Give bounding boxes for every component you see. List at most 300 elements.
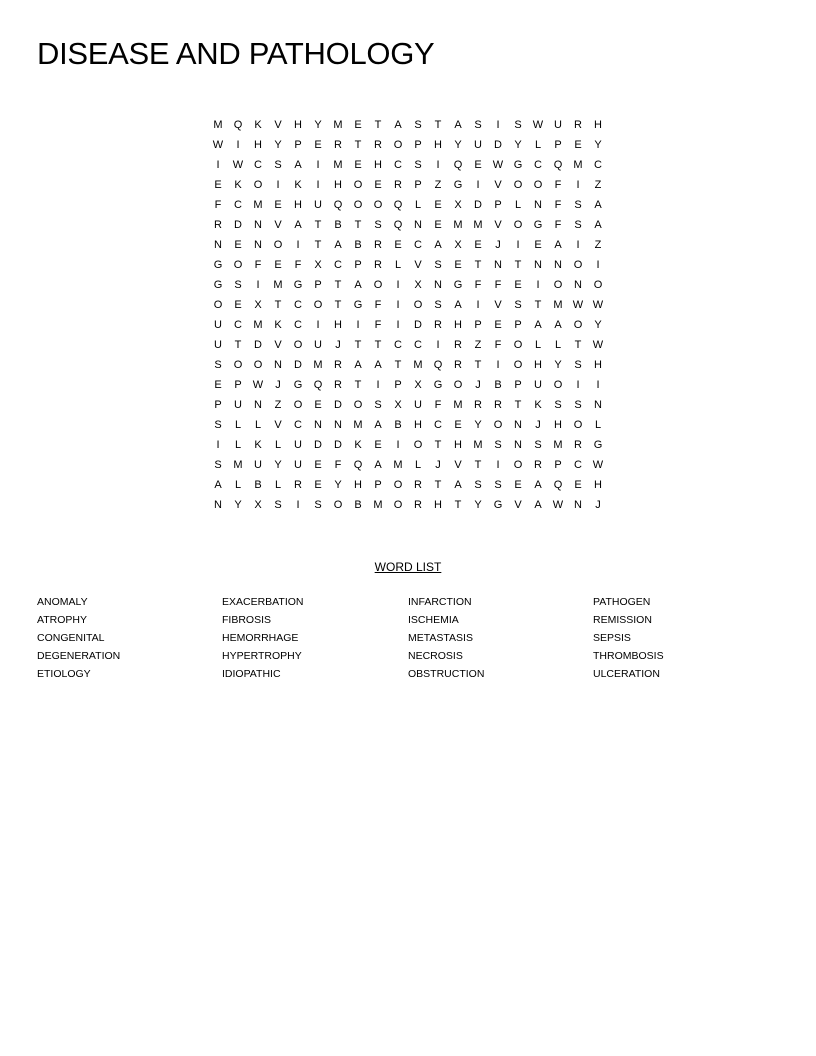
grid-letter: C <box>394 339 402 351</box>
grid-letter: Y <box>554 359 562 371</box>
grid-letter: V <box>514 499 522 511</box>
grid-letter: G <box>593 439 603 451</box>
grid-letter: R <box>374 139 382 151</box>
grid-letter: J <box>435 459 441 471</box>
grid-letter: E <box>394 239 402 251</box>
grid-letter: E <box>474 239 482 251</box>
grid-letter: P <box>514 319 522 331</box>
grid-letter: O <box>513 359 523 371</box>
grid-letter: A <box>374 459 382 471</box>
grid-letter: V <box>274 339 282 351</box>
grid-letter: L <box>514 199 522 211</box>
page-title: DISEASE AND PATHOLOGY <box>37 36 435 71</box>
grid-letter: N <box>334 419 342 431</box>
word-list-item: ANOMALY <box>37 596 88 608</box>
grid-letter: S <box>414 119 422 131</box>
grid-row <box>208 435 608 455</box>
grid-letter: Q <box>353 459 363 471</box>
grid-letter: T <box>354 339 362 351</box>
grid-letter: R <box>214 219 222 231</box>
grid-letter: P <box>374 479 382 491</box>
grid-letter: H <box>294 199 302 211</box>
grid-letter: Y <box>474 499 482 511</box>
grid-letter: H <box>594 479 602 491</box>
grid-letter: N <box>494 259 502 271</box>
grid-letter: N <box>534 259 542 271</box>
grid-letter: M <box>413 359 423 371</box>
grid-letter: E <box>434 219 442 231</box>
grid-letter: R <box>414 479 422 491</box>
grid-letter: E <box>514 479 522 491</box>
grid-letter: I <box>576 179 580 191</box>
grid-letter: E <box>314 399 322 411</box>
grid-letter: S <box>214 419 222 431</box>
grid-letter: F <box>294 259 302 271</box>
grid-letter: C <box>574 459 582 471</box>
grid-letter: R <box>374 259 382 271</box>
grid-letter: B <box>354 499 362 511</box>
grid-letter: P <box>554 459 562 471</box>
grid-row <box>208 155 608 175</box>
word-list-item: CONGENITAL <box>37 632 105 644</box>
grid-letter: B <box>394 419 402 431</box>
grid-letter: C <box>594 159 602 171</box>
grid-letter: L <box>554 339 562 351</box>
grid-letter: S <box>374 399 382 411</box>
grid-letter: W <box>252 379 264 391</box>
grid-letter: D <box>494 139 502 151</box>
grid-letter: T <box>274 299 282 311</box>
word-list-item: NECROSIS <box>408 650 463 662</box>
grid-letter: A <box>294 219 302 231</box>
grid-letter: E <box>274 199 282 211</box>
grid-letter: A <box>294 159 302 171</box>
grid-letter: I <box>316 179 320 191</box>
grid-letter: I <box>596 379 600 391</box>
grid-letter: H <box>294 119 302 131</box>
word-list-item: ISCHEMIA <box>408 614 459 626</box>
grid-letter: R <box>334 139 342 151</box>
grid-letter: M <box>273 279 283 291</box>
grid-letter: R <box>494 399 502 411</box>
grid-letter: E <box>214 379 222 391</box>
grid-letter: C <box>414 339 422 351</box>
grid-letter: T <box>454 499 462 511</box>
grid-letter: F <box>494 339 502 351</box>
grid-letter: Q <box>313 379 323 391</box>
grid-letter: P <box>554 139 562 151</box>
word-list-item: INFARCTION <box>408 596 472 608</box>
grid-letter: C <box>534 159 542 171</box>
grid-letter: D <box>474 199 482 211</box>
grid-letter: A <box>354 359 362 371</box>
grid-row <box>208 495 608 515</box>
grid-letter: R <box>294 479 302 491</box>
grid-letter: T <box>394 359 402 371</box>
grid-letter: P <box>474 319 482 331</box>
grid-letter: W <box>592 339 604 351</box>
grid-letter: G <box>493 499 503 511</box>
grid-letter: I <box>276 179 280 191</box>
grid-letter: A <box>374 359 382 371</box>
grid-letter: O <box>513 179 523 191</box>
grid-letter: F <box>334 459 342 471</box>
grid-letter: R <box>414 499 422 511</box>
word-list-item: METASTASIS <box>408 632 473 644</box>
grid-letter: I <box>296 239 300 251</box>
grid-letter: M <box>553 299 563 311</box>
grid-letter: P <box>294 139 302 151</box>
grid-letter: U <box>314 199 322 211</box>
grid-letter: A <box>334 239 342 251</box>
grid-letter: I <box>256 279 260 291</box>
grid-letter: T <box>534 299 542 311</box>
grid-letter: C <box>394 159 402 171</box>
grid-row <box>208 315 608 335</box>
grid-letter: I <box>296 499 300 511</box>
grid-letter: P <box>314 279 322 291</box>
grid-letter: U <box>254 459 262 471</box>
grid-letter: A <box>394 119 402 131</box>
grid-letter: M <box>473 219 483 231</box>
word-list-item: EXACERBATION <box>222 596 304 608</box>
grid-letter: D <box>294 359 302 371</box>
grid-letter: A <box>554 239 562 251</box>
grid-letter: L <box>414 199 422 211</box>
grid-letter: I <box>316 159 320 171</box>
grid-letter: C <box>234 319 242 331</box>
grid-letter: L <box>234 419 242 431</box>
grid-letter: F <box>374 299 382 311</box>
grid-letter: O <box>493 419 503 431</box>
grid-letter: P <box>494 199 502 211</box>
grid-letter: S <box>474 479 482 491</box>
grid-letter: M <box>253 199 263 211</box>
grid-letter: N <box>414 219 422 231</box>
grid-row <box>208 355 608 375</box>
grid-letter: O <box>573 419 583 431</box>
grid-letter: W <box>592 299 604 311</box>
grid-letter: W <box>212 139 224 151</box>
grid-letter: Z <box>474 339 482 351</box>
grid-letter: M <box>333 159 343 171</box>
grid-letter: I <box>436 339 440 351</box>
grid-letter: I <box>396 319 400 331</box>
grid-letter: I <box>436 159 440 171</box>
grid-letter: T <box>574 339 582 351</box>
grid-letter: T <box>474 259 482 271</box>
word-search-grid <box>208 115 608 515</box>
grid-letter: F <box>554 199 562 211</box>
grid-letter: M <box>233 459 243 471</box>
grid-letter: M <box>353 419 363 431</box>
grid-letter: D <box>234 219 242 231</box>
word-list <box>37 594 797 694</box>
grid-letter: D <box>414 319 422 331</box>
grid-letter: T <box>374 339 382 351</box>
grid-letter: I <box>396 439 400 451</box>
grid-letter: X <box>414 279 422 291</box>
grid-letter: L <box>254 419 262 431</box>
grid-letter: E <box>374 179 382 191</box>
grid-letter: O <box>293 339 303 351</box>
grid-letter: S <box>554 399 562 411</box>
grid-letter: O <box>373 199 383 211</box>
grid-letter: S <box>514 299 522 311</box>
grid-letter: Q <box>453 159 463 171</box>
grid-letter: M <box>573 159 583 171</box>
word-list-item: OBSTRUCTION <box>408 668 485 680</box>
grid-letter: N <box>254 239 262 251</box>
grid-letter: P <box>394 379 402 391</box>
word-list-item: DEGENERATION <box>37 650 121 662</box>
grid-letter: I <box>356 319 360 331</box>
grid-letter: T <box>514 399 522 411</box>
grid-letter: H <box>334 179 342 191</box>
grid-letter: A <box>554 319 562 331</box>
grid-letter: N <box>514 419 522 431</box>
grid-letter: T <box>234 339 242 351</box>
grid-letter: A <box>354 279 362 291</box>
grid-letter: A <box>534 499 542 511</box>
grid-letter: Q <box>433 359 443 371</box>
grid-letter: S <box>234 279 242 291</box>
grid-letter: E <box>214 179 222 191</box>
grid-letter: I <box>496 119 500 131</box>
grid-letter: W <box>232 159 244 171</box>
grid-letter: M <box>553 439 563 451</box>
grid-letter: Y <box>454 139 462 151</box>
grid-letter: I <box>236 139 240 151</box>
grid-letter: Q <box>393 219 403 231</box>
grid-letter: X <box>394 399 402 411</box>
grid-letter: V <box>494 299 502 311</box>
grid-letter: A <box>454 299 462 311</box>
grid-letter: R <box>374 239 382 251</box>
grid-letter: J <box>335 339 341 351</box>
grid-letter: K <box>234 179 242 191</box>
grid-letter: I <box>476 299 480 311</box>
grid-letter: O <box>353 199 363 211</box>
grid-letter: H <box>434 139 442 151</box>
grid-letter: E <box>474 159 482 171</box>
grid-letter: G <box>213 259 223 271</box>
grid-letter: I <box>576 239 580 251</box>
grid-letter: I <box>596 259 600 271</box>
grid-letter: N <box>594 399 602 411</box>
grid-letter: O <box>373 279 383 291</box>
grid-letter: R <box>474 399 482 411</box>
grid-letter: T <box>474 359 482 371</box>
grid-row <box>208 335 608 355</box>
grid-letter: U <box>294 459 302 471</box>
grid-letter: F <box>554 179 562 191</box>
word-column <box>37 594 217 684</box>
word-list-item: FIBROSIS <box>222 614 272 626</box>
grid-letter: S <box>374 219 382 231</box>
grid-letter: M <box>333 119 343 131</box>
grid-letter: B <box>354 239 362 251</box>
grid-letter: R <box>434 319 442 331</box>
grid-letter: V <box>454 459 462 471</box>
grid-letter: X <box>314 259 322 271</box>
grid-letter: J <box>275 379 281 391</box>
grid-letter: M <box>253 319 263 331</box>
grid-letter: R <box>394 179 402 191</box>
grid-letter: E <box>314 479 322 491</box>
grid-letter: T <box>514 259 522 271</box>
grid-letter: Y <box>474 419 482 431</box>
grid-row <box>208 195 608 215</box>
grid-letter: P <box>354 259 362 271</box>
grid-letter: I <box>496 459 500 471</box>
grid-letter: M <box>373 499 383 511</box>
grid-letter: S <box>414 159 422 171</box>
grid-letter: O <box>573 259 583 271</box>
grid-letter: Q <box>233 119 243 131</box>
grid-letter: N <box>574 499 582 511</box>
grid-letter: B <box>334 219 342 231</box>
grid-letter: V <box>494 219 502 231</box>
grid-letter: W <box>572 299 584 311</box>
grid-letter: E <box>314 139 322 151</box>
grid-letter: U <box>554 119 562 131</box>
grid-letter: O <box>233 259 243 271</box>
grid-row <box>208 275 608 295</box>
grid-letter: F <box>214 199 222 211</box>
grid-letter: V <box>494 179 502 191</box>
grid-letter: A <box>454 119 462 131</box>
grid-letter: M <box>213 119 223 131</box>
grid-letter: M <box>393 459 403 471</box>
grid-letter: T <box>314 219 322 231</box>
grid-letter: H <box>534 359 542 371</box>
grid-letter: C <box>254 159 262 171</box>
grid-letter: N <box>314 419 322 431</box>
grid-row <box>208 295 608 315</box>
grid-letter: V <box>274 119 282 131</box>
grid-letter: O <box>573 319 583 331</box>
grid-letter: Y <box>274 459 282 471</box>
grid-letter: O <box>293 399 303 411</box>
grid-letter: D <box>254 339 262 351</box>
grid-letter: I <box>396 279 400 291</box>
grid-letter: E <box>574 139 582 151</box>
grid-letter: T <box>334 299 342 311</box>
grid-letter: P <box>234 379 242 391</box>
grid-letter: I <box>216 159 220 171</box>
grid-letter: C <box>294 319 302 331</box>
grid-letter: A <box>594 219 602 231</box>
word-list-item: HYPERTROPHY <box>222 650 302 662</box>
grid-letter: O <box>273 239 283 251</box>
grid-letter: M <box>453 219 463 231</box>
grid-row <box>208 235 608 255</box>
grid-row <box>208 415 608 435</box>
grid-letter: J <box>495 239 501 251</box>
grid-letter: G <box>453 179 463 191</box>
grid-letter: L <box>534 139 542 151</box>
grid-letter: X <box>254 499 262 511</box>
grid-letter: I <box>396 299 400 311</box>
grid-letter: E <box>234 239 242 251</box>
grid-letter: D <box>334 399 342 411</box>
grid-letter: I <box>476 179 480 191</box>
grid-letter: Y <box>334 479 342 491</box>
grid-letter: S <box>434 259 442 271</box>
grid-letter: W <box>492 159 504 171</box>
grid-letter: Z <box>434 179 442 191</box>
grid-letter: M <box>313 359 323 371</box>
grid-letter: L <box>234 479 242 491</box>
grid-letter: L <box>394 259 402 271</box>
grid-letter: M <box>473 439 483 451</box>
grid-letter: E <box>274 259 282 271</box>
grid-letter: U <box>474 139 482 151</box>
grid-letter: T <box>374 119 382 131</box>
grid-letter: L <box>274 439 282 451</box>
grid-letter: I <box>316 319 320 331</box>
grid-letter: O <box>513 459 523 471</box>
grid-letter: Y <box>274 139 282 151</box>
grid-letter: U <box>234 399 242 411</box>
grid-letter: T <box>474 459 482 471</box>
grid-letter: O <box>553 379 563 391</box>
grid-letter: A <box>534 479 542 491</box>
grid-letter: S <box>574 219 582 231</box>
grid-letter: N <box>534 199 542 211</box>
grid-letter: I <box>216 439 220 451</box>
word-list-item: THROMBOSIS <box>593 650 664 662</box>
grid-letter: V <box>274 419 282 431</box>
grid-letter: G <box>293 279 303 291</box>
grid-letter: G <box>453 279 463 291</box>
grid-letter: S <box>474 119 482 131</box>
grid-row <box>208 255 608 275</box>
grid-row <box>208 215 608 235</box>
grid-letter: E <box>454 259 462 271</box>
word-list-item: REMISSION <box>593 614 652 626</box>
grid-letter: T <box>354 219 362 231</box>
grid-letter: E <box>534 239 542 251</box>
grid-letter: N <box>554 259 562 271</box>
grid-letter: O <box>393 139 403 151</box>
grid-letter: S <box>214 359 222 371</box>
grid-letter: T <box>354 139 362 151</box>
grid-letter: G <box>433 379 443 391</box>
grid-letter: U <box>314 339 322 351</box>
grid-letter: T <box>314 239 322 251</box>
grid-letter: L <box>594 419 602 431</box>
grid-letter: W <box>532 119 544 131</box>
grid-letter: I <box>376 379 380 391</box>
grid-letter: U <box>534 379 542 391</box>
grid-letter: I <box>496 359 500 371</box>
grid-letter: H <box>454 319 462 331</box>
grid-letter: R <box>454 339 462 351</box>
grid-letter: V <box>414 259 422 271</box>
grid-letter: N <box>254 399 262 411</box>
grid-letter: V <box>274 219 282 231</box>
grid-letter: Y <box>314 119 322 131</box>
grid-letter: S <box>574 199 582 211</box>
grid-letter: H <box>334 319 342 331</box>
grid-letter: G <box>213 279 223 291</box>
grid-letter: I <box>516 239 520 251</box>
grid-letter: N <box>214 499 222 511</box>
grid-letter: Y <box>234 499 242 511</box>
grid-letter: G <box>513 159 523 171</box>
